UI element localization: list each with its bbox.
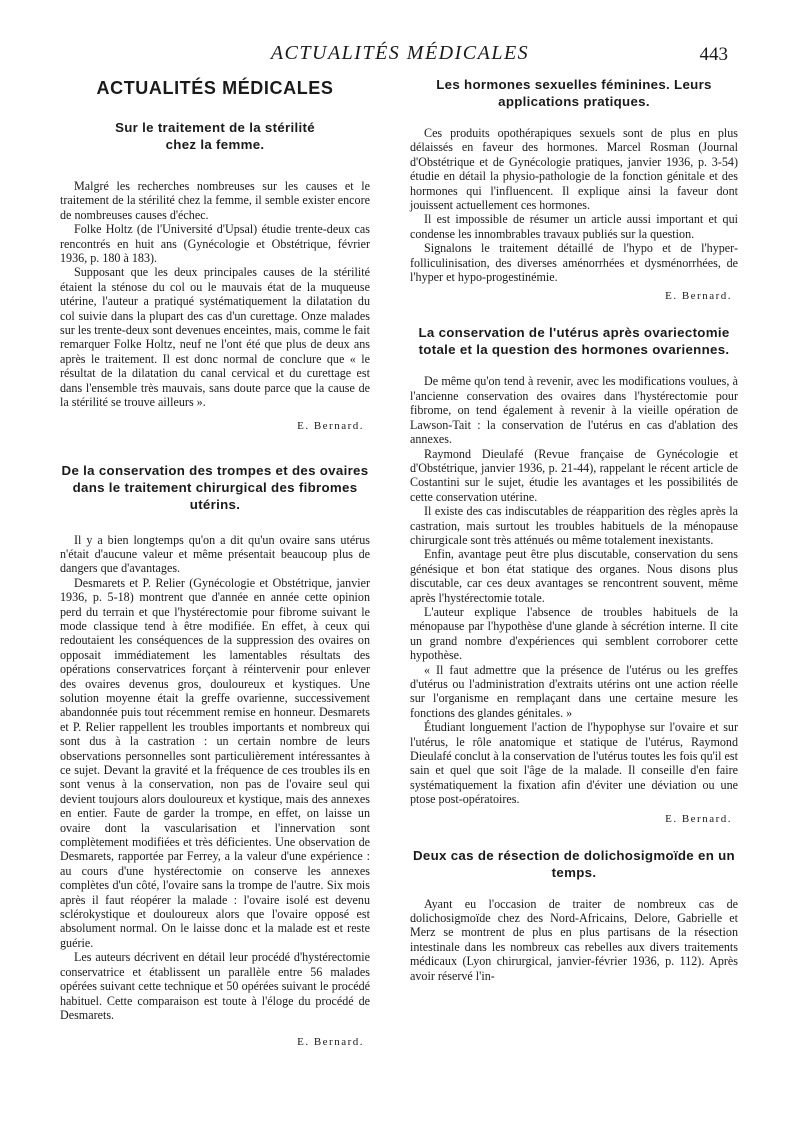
article-paragraph: Enfin, avantage peut être plus discutable, conservation du sens génésique et bon état statique des organes. Nous disons plus discutable, car ces deux avantages se rencontrent souvent, même après l'hystérectomie totale. (410, 547, 738, 605)
article-heading: De la conservation des trompes et des ovaires dans le traitement chirurgical des fibromes utérins. (61, 462, 369, 512)
article-heading: Les hormones sexuelles féminines. Leurs applications pratiques. (436, 77, 712, 109)
article-paragraph: Supposant que les deux principales causes de la stérilité étaient la sténose du col ou le mauvais état de la muqueuse utérine, l'auteur a pratiqué systématiquement la dilatation du col suivie dans la plupart des cas d'un curettage. Onze malades sur les trente-deux sont devenues enceintes, mais, comme le fait remarquer Folke Holtz, neuf ne l'ont été que plus de deux ans après le traitement. Il est donc normal de conclure que « le résultat de la dilatation du canal cervical et du curettage est dans l'ensemble très mauvais, sans doute parce que la cause de la stérilité se trouve ailleurs ». (60, 265, 370, 410)
article-trompes-ovaires (60, 462, 370, 1049)
article-paragraph: Desmarets et P. Relier (Gynécologie et Obstétrique, janvier 1936, p. 5-18) montrent que d'année en année cette opinion perd du terrain et que l'hystérectomie pour fibrome suivant le mode classique tend à être modifiée. En effet, à ceux qui redoutaient les conséquences de la suppression des ovaires on opposait immédiatement les lamentables résultats des opérations conservatrices forçant à réintervenir pour enlever des ovaires devenus gros, douloureux et kystiques. Une solution moyenne était la greffe ovarienne, successivement abandonnée puis tout récemment remise en honneur. Desmarets et P. Relier rappellent les troubles importants et nombreux qui sont dus à la castration : un certain nombre de leurs observations personnelles sont particulièrement intéressantes à ce sujet. Devant la gravité et la fréquence de ces troubles ils en sont venus à la conservation, non pas de l'ovaire seul qui devient toujours alors douloureux et kystique, mais des annexes en entier. Faute de garder la trompe, en effet, on laisse un ovaire dont la vascularisation et l'innervation sont complètement modifiées et très déficientes. Une observation de Desmarets, rapportée par Ferrey, a la valeur d'une expérience : au cours d'une hystérectomie on conserve les annexes complètes d'un côté, l'ovaire sans la trompe de l'autre. Six mois après il faut réopérer la malade : l'ovaire isolé est devenu sclérokystique et douloureux alors que l'ovaire opposé est absolument normal. On le laisse donc et la malade est et reste guérie. (60, 575, 370, 950)
article-signature: E. Bernard. (297, 1036, 364, 1049)
article-paragraph: Il existe des cas indiscutables de réapparition des règles après la castration, mais surtout les troubles habituels de la ménopause chirurgicale sont très atténués ou même totalement inexistants. (410, 504, 738, 547)
right-column (410, 76, 738, 983)
article-paragraph: Les auteurs décrivent en détail leur procédé d'hystérectomie conservatrice et établissent un parallèle entre 56 malades opérées suivant cette technique et 50 opérées suivant le procédé habituel. Cette comparaison est toute à l'éloge du procédé de Desmarets. (60, 950, 370, 1022)
page-number: 443 (699, 44, 728, 65)
article-paragraph: Ayant eu l'occasion de traiter de nombreux cas de dolichosigmoïde chez des Nord-Africains, Delore, Gabrielle et Merz se montrent de plus en plus partisans de la résection intestinale dans les nombreux cas rebelles aux divers traitements médicaux (Lyon chirurgical, janvier-février 1936, p. 112). Après avoir réservé l'in- (410, 896, 738, 983)
article-heading: Deux cas de résection de dolichosigmoïde en un temps. (413, 847, 735, 880)
article-dolichosigmoide (410, 847, 738, 983)
article-heading: Sur le traitement de la stérilité chez la femme. (115, 120, 315, 152)
article-paragraph: Malgré les recherches nombreuses sur les causes et le traitement de la stérilité chez la femme, il semble exister encore de nombreuses causes d'échec. (60, 179, 370, 222)
article-paragraph: Il y a bien longtemps qu'on a dit qu'un ovaire sans utérus n'était d'aucune valeur et même présentait beaucoup plus de dangers que d'avantages. (60, 532, 370, 576)
article-paragraph: Signalons le traitement détaillé de l'hypo et de l'hyper-folliculinisation, des diverses aménorrhées et dysménorrhées, de l'hyper et hypo-progestinémie. (410, 241, 738, 285)
article-conservation-uterus (410, 324, 738, 824)
running-header (0, 42, 800, 68)
article-paragraph: L'auteur explique l'absence de troubles habituels de la ménopause par l'hypothèse d'une glande à sécrétion interne. Il cite un grand nombre d'expériences qui semblent corroborer cette hypothèse. (410, 604, 738, 663)
article-signature: E. Bernard. (665, 812, 732, 825)
article-paragraph: De même qu'on tend à revenir, avec les modifications voulues, à l'ancienne conservation des ovaires dans l'hystérectomie pour fibrome, on tend également à revenir à la vieille opération de Lawson-Tait : la conservation de l'utérus en cas d'ablation des annexes. (410, 374, 738, 447)
left-column (60, 76, 370, 1048)
article-paragraph: Folke Holtz (de l'Université d'Upsal) étudie trente-deux cas rencontrés en huit ans (Gynécologie et Obstétrique, février 1936, p. 180 à 183). (60, 222, 370, 266)
article-paragraph: Raymond Dieulafé (Revue française de Gynécologie et d'Obstétrique, janvier 1936, p. 21-44), rappelant le récent article de Costantini sur le sujet, étudie les avantages et les possibilités de cette conservation utérine. (410, 446, 738, 504)
article-paragraph: « Il faut admettre que la présence de l'utérus ou les greffes d'utérus ou l'administration d'extraits utérins ont une action réelle sur l'organisme en remplaçant dans une certaine mesure les fonctions des glandes génitales. » (410, 662, 738, 720)
section-title: ACTUALITÉS MÉDICALES (96, 78, 334, 98)
article-signature: E. Bernard. (665, 290, 732, 303)
article-sterilite (60, 119, 370, 432)
article-paragraph: Il est impossible de résumer un article aussi important et qui condense les innombrables travaux publiés sur la question. (410, 212, 738, 241)
article-signature: E. Bernard. (297, 419, 364, 432)
running-title: ACTUALITÉS MÉDICALES (270, 42, 530, 64)
article-paragraph: Ces produits opothérapiques sexuels sont de plus en plus délaissés en faveur des hormones. Marcel Rosman (Journal d'Obstétrique et de Gynécologie pratiques, janvier 1936, p. 3-54) étudie en détail la physio-pathologie de la fonction génitale et des hormones qui l'influencent. Il explique ainsi la faveur dont jouissent actuellement ces hormones. (410, 126, 738, 213)
article-heading: La conservation de l'utérus après ovariectomie totale et la question des hormones ovariennes. (418, 325, 730, 358)
article-hormones (410, 76, 738, 302)
article-paragraph: Étudiant longuement l'action de l'hypophyse sur l'ovaire et sur l'utérus, le rôle anatomique et statique de l'utérus, Raymond Dieulafé conclut à la conservation de l'utérus toutes les fois qu'il est sain et quel que soit l'âge de la malade. Il conseille d'en faire systématiquement la fixation afin d'éviter une déviation ou une ptose post-opératoires. (410, 720, 738, 807)
